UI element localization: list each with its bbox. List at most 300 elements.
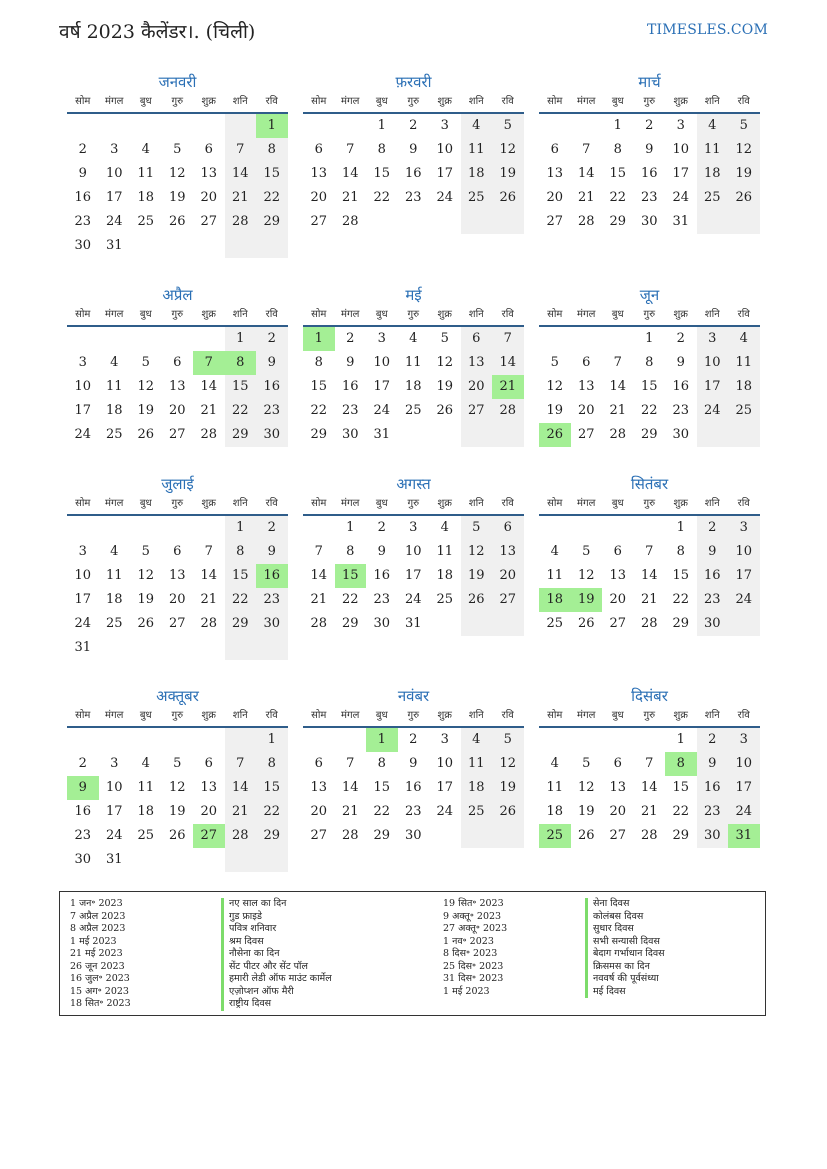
day-cell[interactable]: 20	[609, 592, 627, 607]
day-cell[interactable]: 28	[310, 616, 328, 631]
day-cell[interactable]: 13	[492, 540, 524, 564]
day-cell[interactable]: 2	[78, 756, 87, 771]
day-cell[interactable]: 7	[645, 756, 654, 771]
day-cell[interactable]: 25	[546, 616, 564, 631]
day-cell[interactable]: 28	[640, 828, 658, 843]
day-cell[interactable]: 20	[461, 375, 493, 399]
day-cell[interactable]: 10	[74, 568, 92, 583]
day-cell[interactable]: 10	[105, 780, 123, 795]
day-cell[interactable]: 4	[728, 327, 760, 351]
day-cell[interactable]: 20	[200, 804, 218, 819]
day-cell[interactable]: 22	[225, 588, 257, 612]
day-cell[interactable]: 22	[256, 800, 288, 824]
day-cell[interactable]: 9	[409, 756, 418, 771]
day-cell[interactable]: 27	[168, 616, 186, 631]
day-cell[interactable]: 15	[640, 379, 658, 394]
day-cell[interactable]: 9	[346, 355, 355, 370]
day-cell[interactable]: 25	[461, 800, 493, 824]
day-cell[interactable]: 25	[137, 214, 155, 229]
day-cell[interactable]: 24	[404, 592, 422, 607]
day-cell[interactable]: 27	[577, 427, 595, 442]
day-cell[interactable]: 22	[672, 592, 690, 607]
day-cell[interactable]: 23	[404, 190, 422, 205]
day-cell[interactable]: 9	[645, 142, 654, 157]
day-cell[interactable]: 22	[672, 804, 690, 819]
day-cell[interactable]: 16	[404, 166, 422, 181]
day-cell[interactable]: 29	[672, 616, 690, 631]
day-cell[interactable]: 2	[697, 516, 729, 540]
day-cell[interactable]: 15	[256, 776, 288, 800]
day-cell[interactable]: 31	[105, 238, 123, 253]
day-cell[interactable]: 24	[436, 804, 454, 819]
day-cell[interactable]: 11	[436, 544, 454, 559]
day-cell[interactable]: 4	[440, 520, 449, 535]
day-cell[interactable]: 15	[373, 166, 391, 181]
day-cell[interactable]: 26	[577, 616, 595, 631]
day-cell[interactable]: 29	[341, 616, 359, 631]
day-cell[interactable]: 12	[546, 379, 564, 394]
day-cell[interactable]: 11	[137, 166, 155, 181]
day-cell[interactable]: 27	[546, 214, 564, 229]
day-cell[interactable]: 25	[105, 616, 123, 631]
day-cell[interactable]: 14	[225, 162, 257, 186]
day-cell[interactable]: 12	[492, 138, 524, 162]
day-cell[interactable]: 17	[728, 776, 760, 800]
day-cell[interactable]: 9	[67, 776, 99, 800]
day-cell[interactable]: 26	[461, 588, 493, 612]
day-cell[interactable]: 6	[550, 142, 559, 157]
day-cell[interactable]: 26	[436, 403, 454, 418]
day-cell[interactable]: 29	[609, 214, 627, 229]
day-cell[interactable]: 12	[577, 568, 595, 583]
day-cell[interactable]: 16	[256, 375, 288, 399]
day-cell[interactable]: 2	[346, 331, 355, 346]
day-cell[interactable]: 30	[341, 427, 359, 442]
day-cell[interactable]: 24	[74, 427, 92, 442]
day-cell[interactable]: 11	[404, 355, 422, 370]
day-cell[interactable]: 14	[310, 568, 328, 583]
day-cell[interactable]: 30	[697, 612, 729, 636]
day-cell[interactable]: 10	[74, 379, 92, 394]
day-cell[interactable]: 3	[676, 118, 685, 133]
day-cell[interactable]: 16	[373, 568, 391, 583]
day-cell[interactable]: 21	[640, 804, 658, 819]
day-cell[interactable]: 1	[303, 327, 335, 351]
day-cell[interactable]: 16	[672, 379, 690, 394]
day-cell[interactable]: 5	[492, 114, 524, 138]
day-cell[interactable]: 11	[546, 568, 564, 583]
day-cell[interactable]: 5	[141, 355, 150, 370]
day-cell[interactable]: 17	[697, 375, 729, 399]
day-cell[interactable]: 29	[672, 828, 690, 843]
day-cell[interactable]: 6	[461, 327, 493, 351]
day-cell[interactable]: 18	[539, 588, 571, 612]
day-cell[interactable]: 8	[346, 544, 355, 559]
day-cell[interactable]: 1	[613, 118, 622, 133]
day-cell[interactable]: 21	[640, 592, 658, 607]
day-cell[interactable]: 16	[404, 780, 422, 795]
day-cell[interactable]: 28	[341, 214, 359, 229]
day-cell[interactable]: 5	[461, 516, 493, 540]
day-cell[interactable]: 19	[436, 379, 454, 394]
day-cell[interactable]: 18	[404, 379, 422, 394]
day-cell[interactable]: 25	[436, 592, 454, 607]
day-cell[interactable]: 13	[577, 379, 595, 394]
day-cell[interactable]: 23	[256, 588, 288, 612]
day-cell[interactable]: 20	[310, 804, 328, 819]
day-cell[interactable]: 8	[676, 544, 685, 559]
day-cell[interactable]: 18	[105, 403, 123, 418]
day-cell[interactable]: 2	[256, 516, 288, 540]
day-cell[interactable]: 6	[173, 355, 182, 370]
day-cell[interactable]: 13	[609, 568, 627, 583]
day-cell[interactable]: 13	[310, 166, 328, 181]
day-cell[interactable]: 21	[200, 403, 218, 418]
day-cell[interactable]: 17	[105, 190, 123, 205]
day-cell[interactable]: 23	[373, 592, 391, 607]
day-cell[interactable]: 23	[697, 800, 729, 824]
day-cell[interactable]: 12	[436, 355, 454, 370]
day-cell[interactable]: 6	[582, 355, 591, 370]
day-cell[interactable]: 9	[78, 166, 87, 181]
day-cell[interactable]: 28	[225, 210, 257, 234]
day-cell[interactable]: 8	[314, 355, 323, 370]
day-cell[interactable]: 11	[461, 752, 493, 776]
day-cell[interactable]: 24	[728, 588, 760, 612]
day-cell[interactable]: 25	[461, 186, 493, 210]
day-cell[interactable]: 20	[200, 190, 218, 205]
day-cell[interactable]: 31	[74, 640, 92, 655]
day-cell[interactable]: 27	[168, 427, 186, 442]
day-cell[interactable]: 19	[571, 588, 603, 612]
day-cell[interactable]: 29	[256, 210, 288, 234]
day-cell[interactable]: 24	[697, 399, 729, 423]
day-cell[interactable]: 25	[728, 399, 760, 423]
day-cell[interactable]: 31	[404, 616, 422, 631]
day-cell[interactable]: 14	[200, 568, 218, 583]
day-cell[interactable]: 30	[697, 824, 729, 848]
day-cell[interactable]: 10	[672, 142, 690, 157]
day-cell[interactable]: 22	[373, 190, 391, 205]
day-cell[interactable]: 11	[546, 780, 564, 795]
day-cell[interactable]: 30	[373, 616, 391, 631]
day-cell[interactable]: 10	[436, 756, 454, 771]
day-cell[interactable]: 12	[461, 540, 493, 564]
day-cell[interactable]: 11	[697, 138, 729, 162]
day-cell[interactable]: 26	[492, 800, 524, 824]
day-cell[interactable]: 21	[200, 592, 218, 607]
day-cell[interactable]: 8	[256, 752, 288, 776]
day-cell[interactable]: 9	[697, 752, 729, 776]
day-cell[interactable]: 14	[341, 166, 359, 181]
day-cell[interactable]: 2	[377, 520, 386, 535]
day-cell[interactable]: 1	[676, 732, 685, 747]
day-cell[interactable]: 26	[577, 828, 595, 843]
day-cell[interactable]: 7	[204, 544, 213, 559]
day-cell[interactable]: 13	[461, 351, 493, 375]
day-cell[interactable]: 7	[582, 142, 591, 157]
day-cell[interactable]: 10	[697, 351, 729, 375]
day-cell[interactable]: 19	[168, 190, 186, 205]
day-cell[interactable]: 19	[461, 564, 493, 588]
day-cell[interactable]: 1	[256, 728, 288, 752]
day-cell[interactable]: 18	[137, 804, 155, 819]
day-cell[interactable]: 26	[168, 828, 186, 843]
day-cell[interactable]: 13	[310, 780, 328, 795]
day-cell[interactable]: 11	[137, 780, 155, 795]
day-cell[interactable]: 16	[697, 776, 729, 800]
day-cell[interactable]: 28	[341, 828, 359, 843]
day-cell[interactable]: 23	[256, 399, 288, 423]
day-cell[interactable]: 19	[577, 804, 595, 819]
day-cell[interactable]: 20	[546, 190, 564, 205]
day-cell[interactable]: 15	[672, 780, 690, 795]
day-cell[interactable]: 17	[105, 804, 123, 819]
day-cell[interactable]: 6	[613, 544, 622, 559]
day-cell[interactable]: 24	[672, 190, 690, 205]
day-cell[interactable]: 8	[377, 756, 386, 771]
day-cell[interactable]: 3	[728, 728, 760, 752]
day-cell[interactable]: 27	[310, 828, 328, 843]
day-cell[interactable]: 18	[461, 776, 493, 800]
day-cell[interactable]: 8	[225, 351, 257, 375]
day-cell[interactable]: 26	[492, 186, 524, 210]
day-cell[interactable]: 14	[341, 780, 359, 795]
day-cell[interactable]: 29	[640, 427, 658, 442]
day-cell[interactable]: 10	[373, 355, 391, 370]
day-cell[interactable]: 29	[310, 427, 328, 442]
day-cell[interactable]: 15	[609, 166, 627, 181]
day-cell[interactable]: 5	[173, 756, 182, 771]
day-cell[interactable]: 20	[577, 403, 595, 418]
day-cell[interactable]: 30	[672, 427, 690, 442]
day-cell[interactable]: 3	[110, 756, 119, 771]
day-cell[interactable]: 29	[225, 423, 257, 447]
day-cell[interactable]: 29	[225, 612, 257, 636]
day-cell[interactable]: 5	[173, 142, 182, 157]
day-cell[interactable]: 28	[200, 427, 218, 442]
day-cell[interactable]: 13	[200, 780, 218, 795]
day-cell[interactable]: 24	[74, 616, 92, 631]
day-cell[interactable]: 7	[193, 351, 225, 375]
day-cell[interactable]: 26	[539, 423, 571, 447]
day-cell[interactable]: 14	[577, 166, 595, 181]
day-cell[interactable]: 2	[409, 118, 418, 133]
day-cell[interactable]: 22	[341, 592, 359, 607]
day-cell[interactable]: 23	[672, 403, 690, 418]
day-cell[interactable]: 16	[74, 804, 92, 819]
day-cell[interactable]: 15	[335, 564, 367, 588]
day-cell[interactable]: 13	[168, 379, 186, 394]
day-cell[interactable]: 7	[225, 752, 257, 776]
day-cell[interactable]: 14	[492, 351, 524, 375]
day-cell[interactable]: 22	[640, 403, 658, 418]
day-cell[interactable]: 1	[346, 520, 355, 535]
day-cell[interactable]: 16	[697, 564, 729, 588]
day-cell[interactable]: 11	[105, 568, 123, 583]
day-cell[interactable]: 4	[461, 728, 493, 752]
day-cell[interactable]: 21	[577, 190, 595, 205]
day-cell[interactable]: 23	[74, 214, 92, 229]
day-cell[interactable]: 7	[346, 756, 355, 771]
day-cell[interactable]: 6	[492, 516, 524, 540]
day-cell[interactable]: 2	[676, 331, 685, 346]
day-cell[interactable]: 21	[492, 375, 524, 399]
day-cell[interactable]: 26	[137, 427, 155, 442]
day-cell[interactable]: 31	[373, 427, 391, 442]
day-cell[interactable]: 7	[225, 138, 257, 162]
day-cell[interactable]: 7	[314, 544, 323, 559]
day-cell[interactable]: 24	[373, 403, 391, 418]
day-cell[interactable]: 28	[640, 616, 658, 631]
day-cell[interactable]: 17	[728, 564, 760, 588]
day-cell[interactable]: 8	[613, 142, 622, 157]
day-cell[interactable]: 30	[256, 612, 288, 636]
day-cell[interactable]: 17	[404, 568, 422, 583]
day-cell[interactable]: 10	[404, 544, 422, 559]
day-cell[interactable]: 19	[137, 592, 155, 607]
day-cell[interactable]: 3	[78, 544, 87, 559]
day-cell[interactable]: 4	[550, 544, 559, 559]
day-cell[interactable]: 3	[440, 732, 449, 747]
day-cell[interactable]: 16	[256, 564, 288, 588]
day-cell[interactable]: 24	[105, 828, 123, 843]
day-cell[interactable]: 27	[609, 616, 627, 631]
day-cell[interactable]: 3	[440, 118, 449, 133]
day-cell[interactable]: 20	[168, 592, 186, 607]
day-cell[interactable]: 25	[404, 403, 422, 418]
day-cell[interactable]: 13	[546, 166, 564, 181]
day-cell[interactable]: 12	[137, 568, 155, 583]
day-cell[interactable]: 20	[492, 564, 524, 588]
day-cell[interactable]: 28	[200, 616, 218, 631]
day-cell[interactable]: 7	[492, 327, 524, 351]
day-cell[interactable]: 17	[373, 379, 391, 394]
day-cell[interactable]: 4	[110, 544, 119, 559]
day-cell[interactable]: 1	[256, 114, 288, 138]
day-cell[interactable]: 19	[492, 162, 524, 186]
day-cell[interactable]: 12	[577, 780, 595, 795]
day-cell[interactable]: 12	[168, 780, 186, 795]
day-cell[interactable]: 2	[697, 728, 729, 752]
day-cell[interactable]: 1	[645, 331, 654, 346]
day-cell[interactable]: 18	[436, 568, 454, 583]
day-cell[interactable]: 25	[697, 186, 729, 210]
day-cell[interactable]: 22	[225, 399, 257, 423]
day-cell[interactable]: 26	[728, 186, 760, 210]
day-cell[interactable]: 10	[105, 166, 123, 181]
day-cell[interactable]: 18	[728, 375, 760, 399]
day-cell[interactable]: 17	[74, 592, 92, 607]
day-cell[interactable]: 23	[74, 828, 92, 843]
day-cell[interactable]: 23	[640, 190, 658, 205]
day-cell[interactable]: 5	[582, 544, 591, 559]
day-cell[interactable]: 15	[256, 162, 288, 186]
day-cell[interactable]: 22	[256, 186, 288, 210]
day-cell[interactable]: 8	[665, 752, 697, 776]
day-cell[interactable]: 24	[105, 214, 123, 229]
day-cell[interactable]: 6	[613, 756, 622, 771]
day-cell[interactable]: 23	[341, 403, 359, 418]
day-cell[interactable]: 3	[110, 142, 119, 157]
day-cell[interactable]: 6	[314, 756, 323, 771]
day-cell[interactable]: 30	[74, 238, 92, 253]
day-cell[interactable]: 15	[225, 375, 257, 399]
day-cell[interactable]: 30	[74, 852, 92, 867]
day-cell[interactable]: 21	[225, 800, 257, 824]
day-cell[interactable]: 18	[697, 162, 729, 186]
day-cell[interactable]: 4	[550, 756, 559, 771]
day-cell[interactable]: 21	[225, 186, 257, 210]
day-cell[interactable]: 25	[137, 828, 155, 843]
day-cell[interactable]: 20	[310, 190, 328, 205]
day-cell[interactable]: 17	[672, 166, 690, 181]
day-cell[interactable]: 6	[314, 142, 323, 157]
day-cell[interactable]: 2	[78, 142, 87, 157]
day-cell[interactable]: 5	[550, 355, 559, 370]
day-cell[interactable]: 22	[373, 804, 391, 819]
day-cell[interactable]: 21	[341, 190, 359, 205]
day-cell[interactable]: 25	[539, 824, 571, 848]
day-cell[interactable]: 19	[728, 162, 760, 186]
day-cell[interactable]: 10	[728, 540, 760, 564]
day-cell[interactable]: 3	[728, 516, 760, 540]
day-cell[interactable]: 31	[672, 214, 690, 229]
day-cell[interactable]: 14	[640, 568, 658, 583]
day-cell[interactable]: 2	[409, 732, 418, 747]
day-cell[interactable]: 13	[168, 568, 186, 583]
day-cell[interactable]: 24	[728, 800, 760, 824]
day-cell[interactable]: 17	[74, 403, 92, 418]
day-cell[interactable]: 30	[404, 828, 422, 843]
day-cell[interactable]: 5	[582, 756, 591, 771]
day-cell[interactable]: 12	[168, 166, 186, 181]
day-cell[interactable]: 20	[609, 804, 627, 819]
day-cell[interactable]: 28	[225, 824, 257, 848]
day-cell[interactable]: 19	[492, 776, 524, 800]
day-cell[interactable]: 17	[436, 780, 454, 795]
day-cell[interactable]: 16	[341, 379, 359, 394]
day-cell[interactable]: 4	[141, 142, 150, 157]
day-cell[interactable]: 15	[225, 564, 257, 588]
day-cell[interactable]: 3	[409, 520, 418, 535]
day-cell[interactable]: 10	[728, 752, 760, 776]
day-cell[interactable]: 26	[168, 214, 186, 229]
day-cell[interactable]: 7	[346, 142, 355, 157]
day-cell[interactable]: 19	[546, 403, 564, 418]
day-cell[interactable]: 3	[78, 355, 87, 370]
day-cell[interactable]: 8	[645, 355, 654, 370]
day-cell[interactable]: 15	[310, 379, 328, 394]
day-cell[interactable]: 1	[225, 516, 257, 540]
day-cell[interactable]: 5	[728, 114, 760, 138]
day-cell[interactable]: 24	[436, 190, 454, 205]
site-brand-link[interactable]: TIMESLES.COM	[647, 22, 768, 38]
day-cell[interactable]: 27	[310, 214, 328, 229]
day-cell[interactable]: 9	[697, 540, 729, 564]
day-cell[interactable]: 28	[577, 214, 595, 229]
day-cell[interactable]: 9	[409, 142, 418, 157]
day-cell[interactable]: 15	[672, 568, 690, 583]
day-cell[interactable]: 14	[609, 379, 627, 394]
day-cell[interactable]: 8	[225, 540, 257, 564]
day-cell[interactable]: 18	[105, 592, 123, 607]
day-cell[interactable]: 9	[256, 351, 288, 375]
day-cell[interactable]: 14	[640, 780, 658, 795]
day-cell[interactable]: 4	[141, 756, 150, 771]
day-cell[interactable]: 14	[225, 776, 257, 800]
day-cell[interactable]: 4	[110, 355, 119, 370]
